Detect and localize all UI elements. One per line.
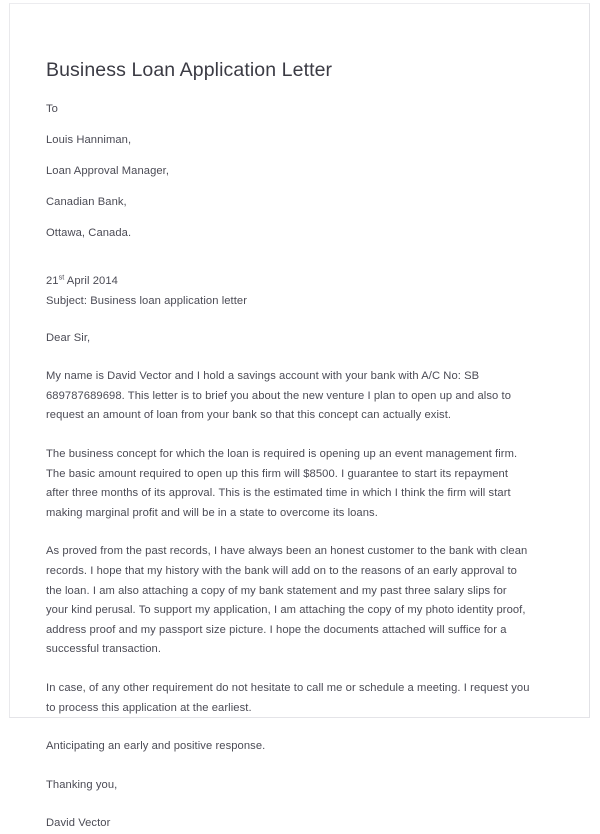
body-paragraph-1: My name is David Vector and I hold a savings account with your bank with A/C No: SB 689787689698. This letter is to brief you about the new venture I plan to open up and also to request an amount of loan from your bank so that this concept can actually exist. xyxy=(46,370,512,422)
spacer-before-greeting xyxy=(46,312,530,329)
recipient-designation: Loan Approval Manager, xyxy=(46,165,170,178)
spacer-before-body-1 xyxy=(46,348,530,367)
letter-closing: Thanking you, xyxy=(46,778,118,791)
body-paragraph-3: As proved from the past records, I have always been an honest customer to the bank with clean records. I hope that my history with the bank will add on to the reasons of an early approval to the loan. I am also attaching a copy of my bank statement and my past three salary slips for your kind perusal. To support my application, I am attaching the copy of my photo identity proof, address proof and my passport size picture. I hope the documents attached will suffice for a successful transaction. xyxy=(46,545,528,656)
letter-date-ordinal: st xyxy=(58,272,65,282)
spacer-before-body-3 xyxy=(46,523,530,542)
signature-name: David Vector xyxy=(46,817,111,830)
letter-date xyxy=(46,272,530,292)
body-paragraph-2: The business concept for which the loan is required is opening up an event management firm. The basic amount required to open up this firm will $8500. I guarantee to start its repayment after three months of its approval. This is the estimated time in which I think the firm will start making marginal profit and will be in a state to overcome its loans. xyxy=(46,448,518,519)
spacer-before-closing xyxy=(46,757,530,776)
spacer-before-date xyxy=(46,255,530,272)
spacer-before-body-5 xyxy=(46,718,530,737)
spacer-before-body-4 xyxy=(46,660,530,679)
letter-date-day: 21 xyxy=(46,275,59,288)
spacer-before-signature xyxy=(46,795,530,814)
spacer-before-body-2 xyxy=(46,426,530,445)
page-title: Business Loan Application Letter xyxy=(46,59,333,81)
recipient-location: Ottawa, Canada. xyxy=(46,227,132,240)
letter-greeting: Dear Sir, xyxy=(46,331,91,344)
recipient-name: Louis Hanniman, xyxy=(46,134,132,147)
letter-date-month-year: April 2014 xyxy=(64,275,118,288)
recipient-to-label: To xyxy=(46,103,58,115)
letter-content xyxy=(46,58,530,834)
letter-subject: Subject: Business loan application letter xyxy=(46,295,248,308)
body-paragraph-5: Anticipating an early and positive response. xyxy=(46,740,266,753)
recipient-organization: Canadian Bank, xyxy=(46,196,127,209)
body-paragraph-4: In case, of any other requirement do not hesitate to call me or schedule a meeting. I request you to process this application at the earliest. xyxy=(46,681,530,714)
